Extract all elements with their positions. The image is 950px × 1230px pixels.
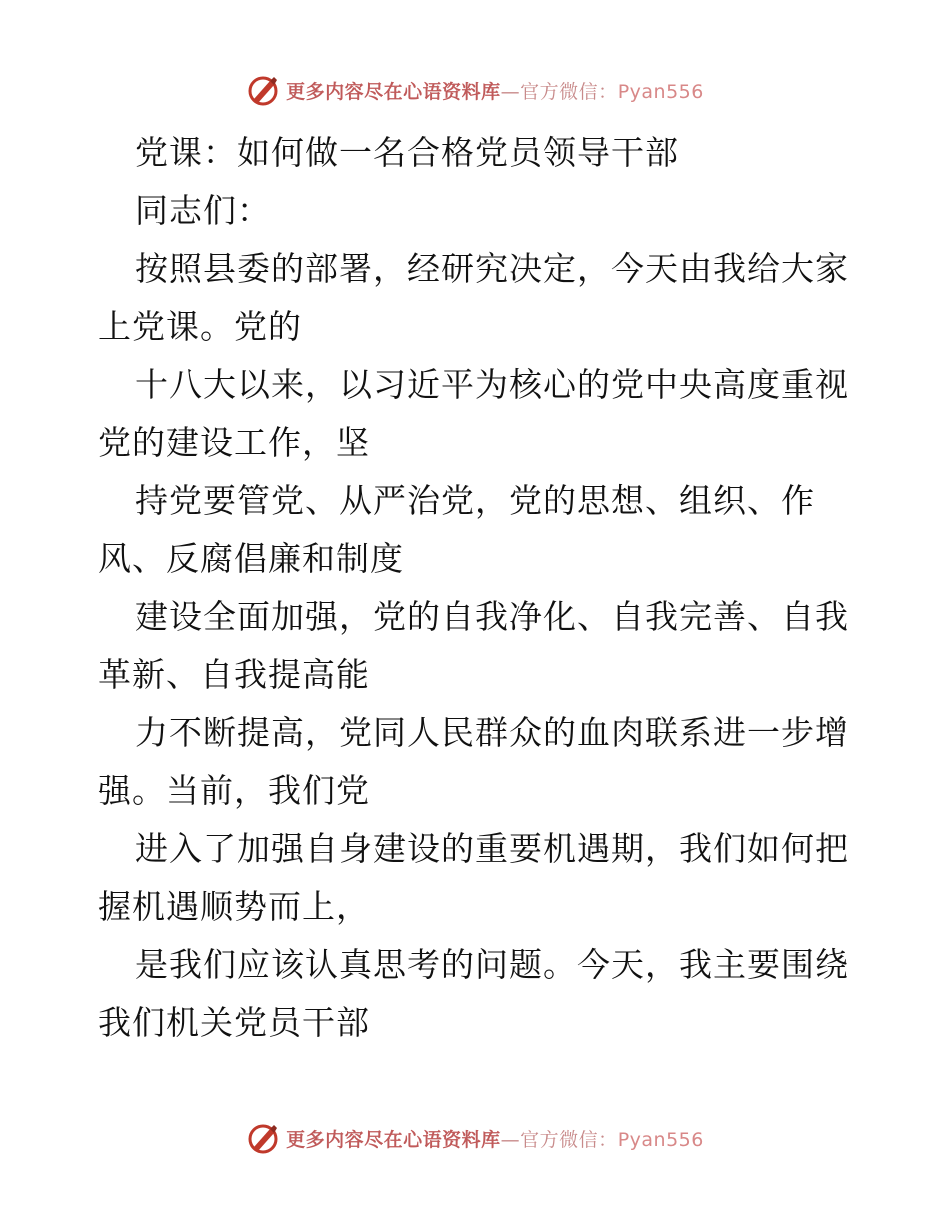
document-body xyxy=(98,124,858,1052)
doc-line: 同志们： xyxy=(135,191,271,230)
watermark-wechat: Pyan556 xyxy=(617,1128,704,1151)
pen-logo-icon xyxy=(246,1121,280,1155)
doc-line: 十八大以来，以习近平为核心的党中央高度重视 xyxy=(135,365,849,404)
doc-line: 力不断提高，党同人民群众的血肉联系进一步增 xyxy=(135,713,849,752)
watermark-separator: — xyxy=(500,1128,521,1151)
doc-line: 是我们应该认真思考的问题。今天，我主要围绕 xyxy=(135,945,849,984)
doc-title: 党课：如何做一名合格党员领导干部 xyxy=(135,133,679,172)
watermark-text xyxy=(286,1125,704,1152)
doc-line: 持党要管党、从严治党，党的思想、组织、作 xyxy=(135,481,815,520)
header-watermark xyxy=(0,70,950,110)
doc-line: 按照县委的部署，经研究决定，今天由我给大家 xyxy=(135,249,849,288)
watermark-text xyxy=(286,77,704,104)
footer-watermark xyxy=(0,1118,950,1158)
watermark-tag: 官方微信： xyxy=(520,80,618,103)
doc-line: 进入了加强自身建设的重要机遇期，我们如何把 xyxy=(135,829,849,868)
doc-line: 建设全面加强，党的自我净化、自我完善、自我 xyxy=(135,597,849,636)
watermark-brand: 更多内容尽在心语资料库 xyxy=(286,80,501,103)
watermark-wechat: Pyan556 xyxy=(617,80,704,103)
watermark-separator: — xyxy=(500,80,521,103)
watermark-brand: 更多内容尽在心语资料库 xyxy=(286,1128,501,1151)
doc-line: 握机遇顺势而上， xyxy=(98,887,370,926)
doc-line: 风、反腐倡廉和制度 xyxy=(98,539,404,578)
doc-line: 强。当前，我们党 xyxy=(98,771,370,810)
watermark-tag: 官方微信： xyxy=(520,1128,618,1151)
doc-line: 革新、自我提高能 xyxy=(98,655,370,694)
doc-line: 我们机关党员干部 xyxy=(98,1003,370,1042)
doc-line: 党的建设工作，坚 xyxy=(98,423,370,462)
pen-logo-icon xyxy=(246,73,280,107)
doc-line: 上党课。党的 xyxy=(98,307,302,346)
